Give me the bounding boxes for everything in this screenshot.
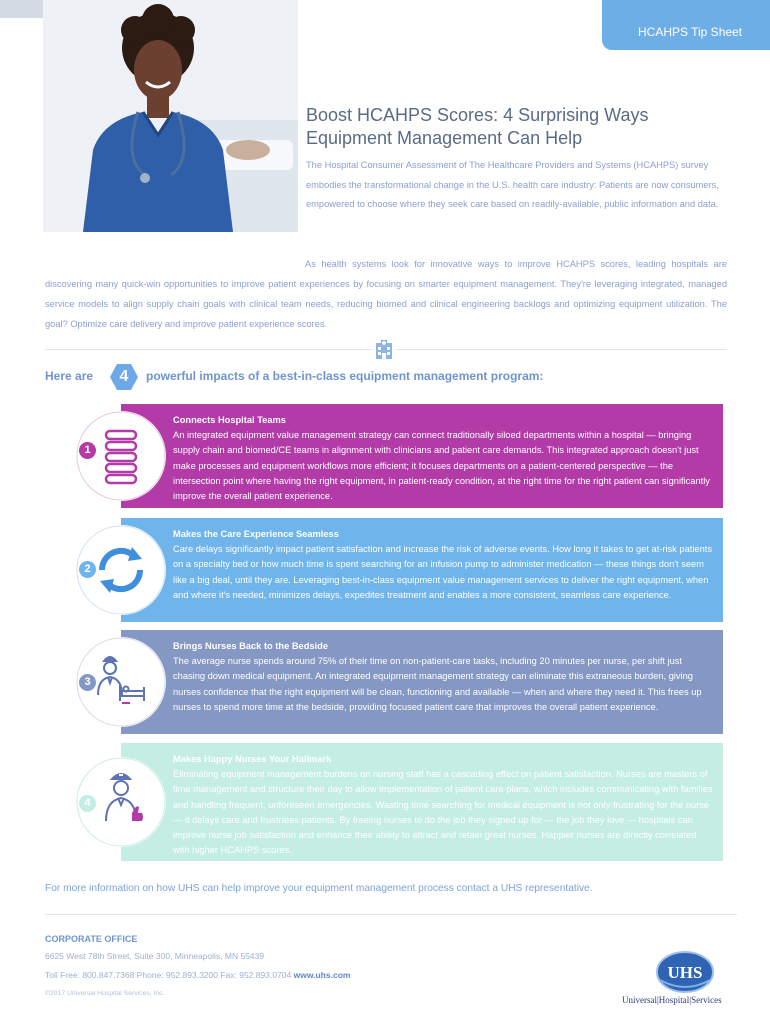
page-title: Boost HCAHPS Scores: 4 Surprising Ways Equipment Management Can Help [306,105,649,148]
impacts-heading-suffix: powerful impacts of a best-in-class equipment management program: [146,369,544,383]
impact-card-3 [121,630,723,734]
impact-title: Makes Happy Nurses Your Hallmark [173,754,332,764]
impacts-heading-prefix: Here are [45,369,94,383]
body-paragraph: As health systems look for innovative ways to improve HCAHPS scores, leading hospitals are discovering many quick-win opportunities to improve patient experiences by focusing on smarter equipment management. They're leveraging integrated, managed service models to align supply chain goals with clinical team needs, reducing biomed and clinical engineering backlogs and optimizing equipment utilization. The goal? Optimize care delivery and improve patient experience scores. [45,259,727,329]
impact-title: Brings Nurses Back to the Bedside [173,641,328,651]
impact-text: The average nurse spends around 75% of their time on non-patient-care tasks, including 20 minutes per nurse, per shift just chasing down medical equipment. An integrated equipment management strategy can eliminate this extraneous burden, giving nurses confidence that the right equipment will be clean, functioning and available — when and where they need it. This frees up nurses to spend more time at the bedside, providing focused patient care that improves the overall patient experience. [173,656,702,712]
impact-card-1 [121,404,723,508]
website-link[interactable]: www.uhs.com [293,970,351,980]
intro-text: The Hospital Consumer Assessment of The Healthcare Providers and Systems (HCAHPS) survey embodies the transformational change in the U.S. health care industry: Patients are now consumers, empowered to choose where they seek care based on readily-available, public information and data. [306,160,719,209]
tip-sheet-tab: HCAHPS Tip Sheet [602,0,770,50]
corporate-address: 6625 West 78th Street, Suite 300, Minneapolis, MN 55439 [45,951,265,961]
impacts-count: 4 [119,368,129,385]
impact-number-2: 2 [79,561,96,578]
impact-title: Connects Hospital Teams [173,415,286,425]
copyright: ©2017 Universal Hospital Services, Inc. [45,990,165,997]
impacts-heading [45,364,745,390]
more-info-text: For more information on how UHS can help improve your equipment management process contact a UHS representative. [45,883,593,894]
hospital-building-icon [372,339,396,361]
nurse-photo [43,0,298,232]
corporate-office-label: CORPORATE OFFICE [45,934,138,944]
impact-text: Eliminating equipment management burdens on nursing staff has a cascading effect on patient satisfaction. Nurses are masters of time management and structure their day to allow implementation of patient care plans, which includes communicating with families and handling frequent, unforeseen emergencies. Wasting time searching for medical equipment is not only frustrating for the nurse — it delays care and frustrates patients. By freeing nurses to do the job they signed up for — the job they love — hospitals can improve nurse job satisfaction and enhance their ability to attract and retain great nurses. Happier nurses are directly correlated with higher HCAHPS scores. [173,769,713,856]
impact-number-1: 1 [79,442,96,459]
impact-card-4 [121,743,723,861]
impact-card-2 [121,518,723,622]
logo-company-name: Universal|Hospital|Services [622,995,722,1005]
phone-numbers: Toll Free: 800.847.7368 Phone: 952.893.3200 Fax: 952.893.0704 [45,970,292,980]
impact-number-3: 3 [79,674,96,691]
impacts-count-badge [110,364,138,390]
impact-text: Care delays significantly impact patient satisfaction and increase the risk of adverse events. How long it takes to get at-risk patients on a specialty bed or how much time is spent searching for an infusion pump to administer medication — these things don't seem like a big deal, until they are. Leveraging best-in-class equipment value management services to deliver the right equipment, when and where it's needed, minimizes delays, expedites treatment and enables a more consistent, seamless care experience. [173,544,712,600]
contact-phones [45,970,350,980]
logo-mark: UHS [667,963,703,982]
impact-text: An integrated equipment value management strategy can connect traditionally siloed departments within a hospital — bringing supply chain and biomed/CE teams in alignment with clinicians and patient care demands. This integrated approach doesn't just make processes and equipment workflows more efficient; it focuses departments on a patient-centered perspective — the intersection point where having the right equipment, in patient-ready condition, at the right time for the right patient can significantly improve the overall patient experience. [173,430,710,502]
footer-divider [45,914,737,915]
impact-title: Makes the Care Experience Seamless [173,529,339,539]
impact-number-4: 4 [79,795,96,812]
